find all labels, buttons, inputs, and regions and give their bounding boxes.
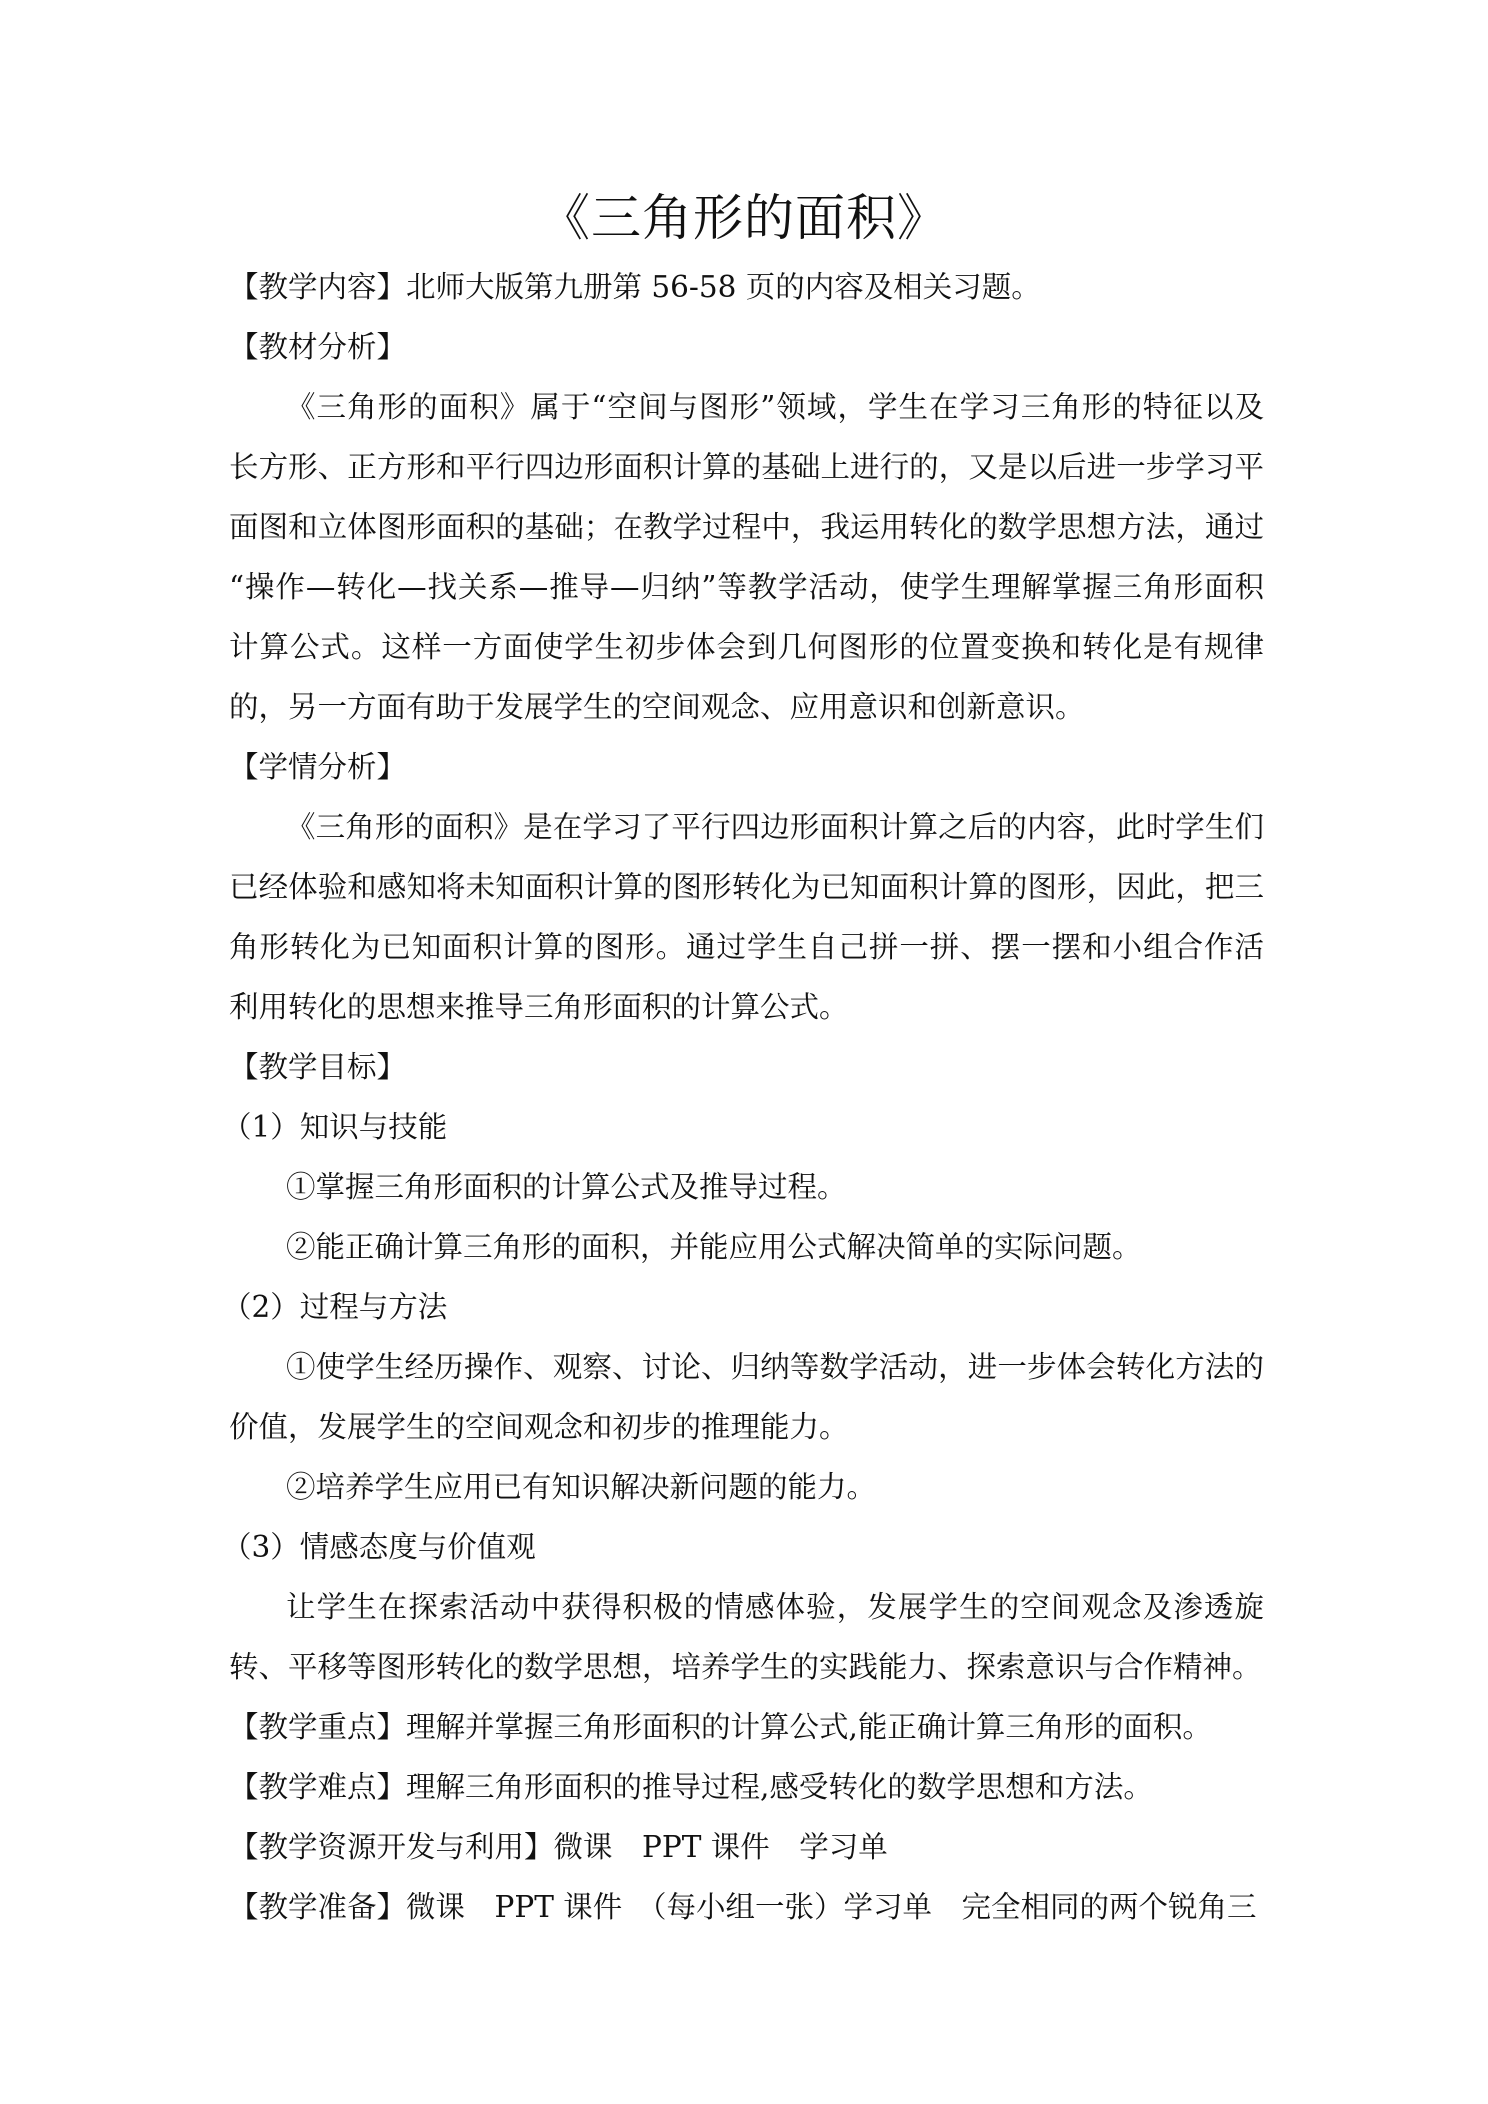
paragraph-line: 计算公式。这样一方面使学生初步体会到几何图形的位置变换和转化是有规律: [229, 630, 1264, 664]
section-heading-student-analysis: 【学情分析】: [229, 750, 407, 784]
paragraph-line: 已经体验和感知将未知面积计算的图形转化为已知面积计算的图形，因此，把三: [229, 870, 1264, 904]
paragraph-line: 《三角形的面积》属于“空间与图形”领域，学生在学习三角形的特征以及: [286, 390, 1264, 424]
subheading-knowledge-skills: （1）知识与技能: [222, 1110, 448, 1144]
paragraph-line: 让学生在探索活动中获得积极的情感体验，发展学生的空间观念及渗透旋: [286, 1590, 1264, 1624]
list-item: ①掌握三角形面积的计算公式及推导过程。: [286, 1170, 847, 1204]
paragraph-line: 转、平移等图形转化的数学思想，培养学生的实践能力、探索意识与合作精神。: [229, 1650, 1262, 1684]
paragraph-line: 角形转化为已知面积计算的图形。通过学生自己拼一拼、摆一摆和小组合作活: [229, 930, 1264, 964]
teaching-content-line: 【教学内容】北师大版第九册第 56-58 页的内容及相关习题。: [229, 270, 1041, 304]
paragraph-line: 面图和立体图形面积的基础；在教学过程中，我运用转化的数学思想方法，通过: [229, 510, 1264, 544]
paragraph-line: 《三角形的面积》是在学习了平行四边形面积计算之后的内容，此时学生们: [286, 810, 1264, 844]
subheading-process-methods: （2）过程与方法: [222, 1290, 448, 1324]
teaching-resources-line: 【教学资源开发与利用】微课 PPT 课件 学习单: [229, 1830, 888, 1864]
list-item-continuation: 价值，发展学生的空间观念和初步的推理能力。: [229, 1410, 849, 1444]
paragraph-line: 长方形、正方形和平行四边形面积计算的基础上进行的，又是以后进一步学习平: [229, 450, 1264, 484]
paragraph-line: “操作—转化—找关系—推导—归纳”等教学活动，使学生理解掌握三角形面积: [229, 570, 1264, 604]
paragraph-line: 的，另一方面有助于发展学生的空间观念、应用意识和创新意识。: [229, 690, 1085, 724]
section-heading-textbook-analysis: 【教材分析】: [229, 330, 407, 364]
teaching-difficulties-line: 【教学难点】理解三角形面积的推导过程,感受转化的数学思想和方法。: [229, 1770, 1153, 1804]
list-item: ①使学生经历操作、观察、讨论、归纳等数学活动，进一步体会转化方法的: [286, 1350, 1264, 1384]
teaching-preparation-line: 【教学准备】微课 PPT 课件 （每小组一张）学习单 完全相同的两个锐角三: [229, 1890, 1257, 1924]
subheading-emotion-values: （3）情感态度与价值观: [222, 1530, 536, 1564]
document-title: 《三角形的面积》: [540, 189, 948, 247]
section-heading-teaching-goals: 【教学目标】: [229, 1050, 407, 1084]
list-item: ②能正确计算三角形的面积，并能应用公式解决简单的实际问题。: [286, 1230, 1142, 1264]
list-item: ②培养学生应用已有知识解决新问题的能力。: [286, 1470, 877, 1504]
paragraph-line: 利用转化的思想来推导三角形面积的计算公式。: [229, 990, 849, 1024]
teaching-key-points-line: 【教学重点】理解并掌握三角形面积的计算公式,能正确计算三角形的面积。: [229, 1710, 1212, 1744]
